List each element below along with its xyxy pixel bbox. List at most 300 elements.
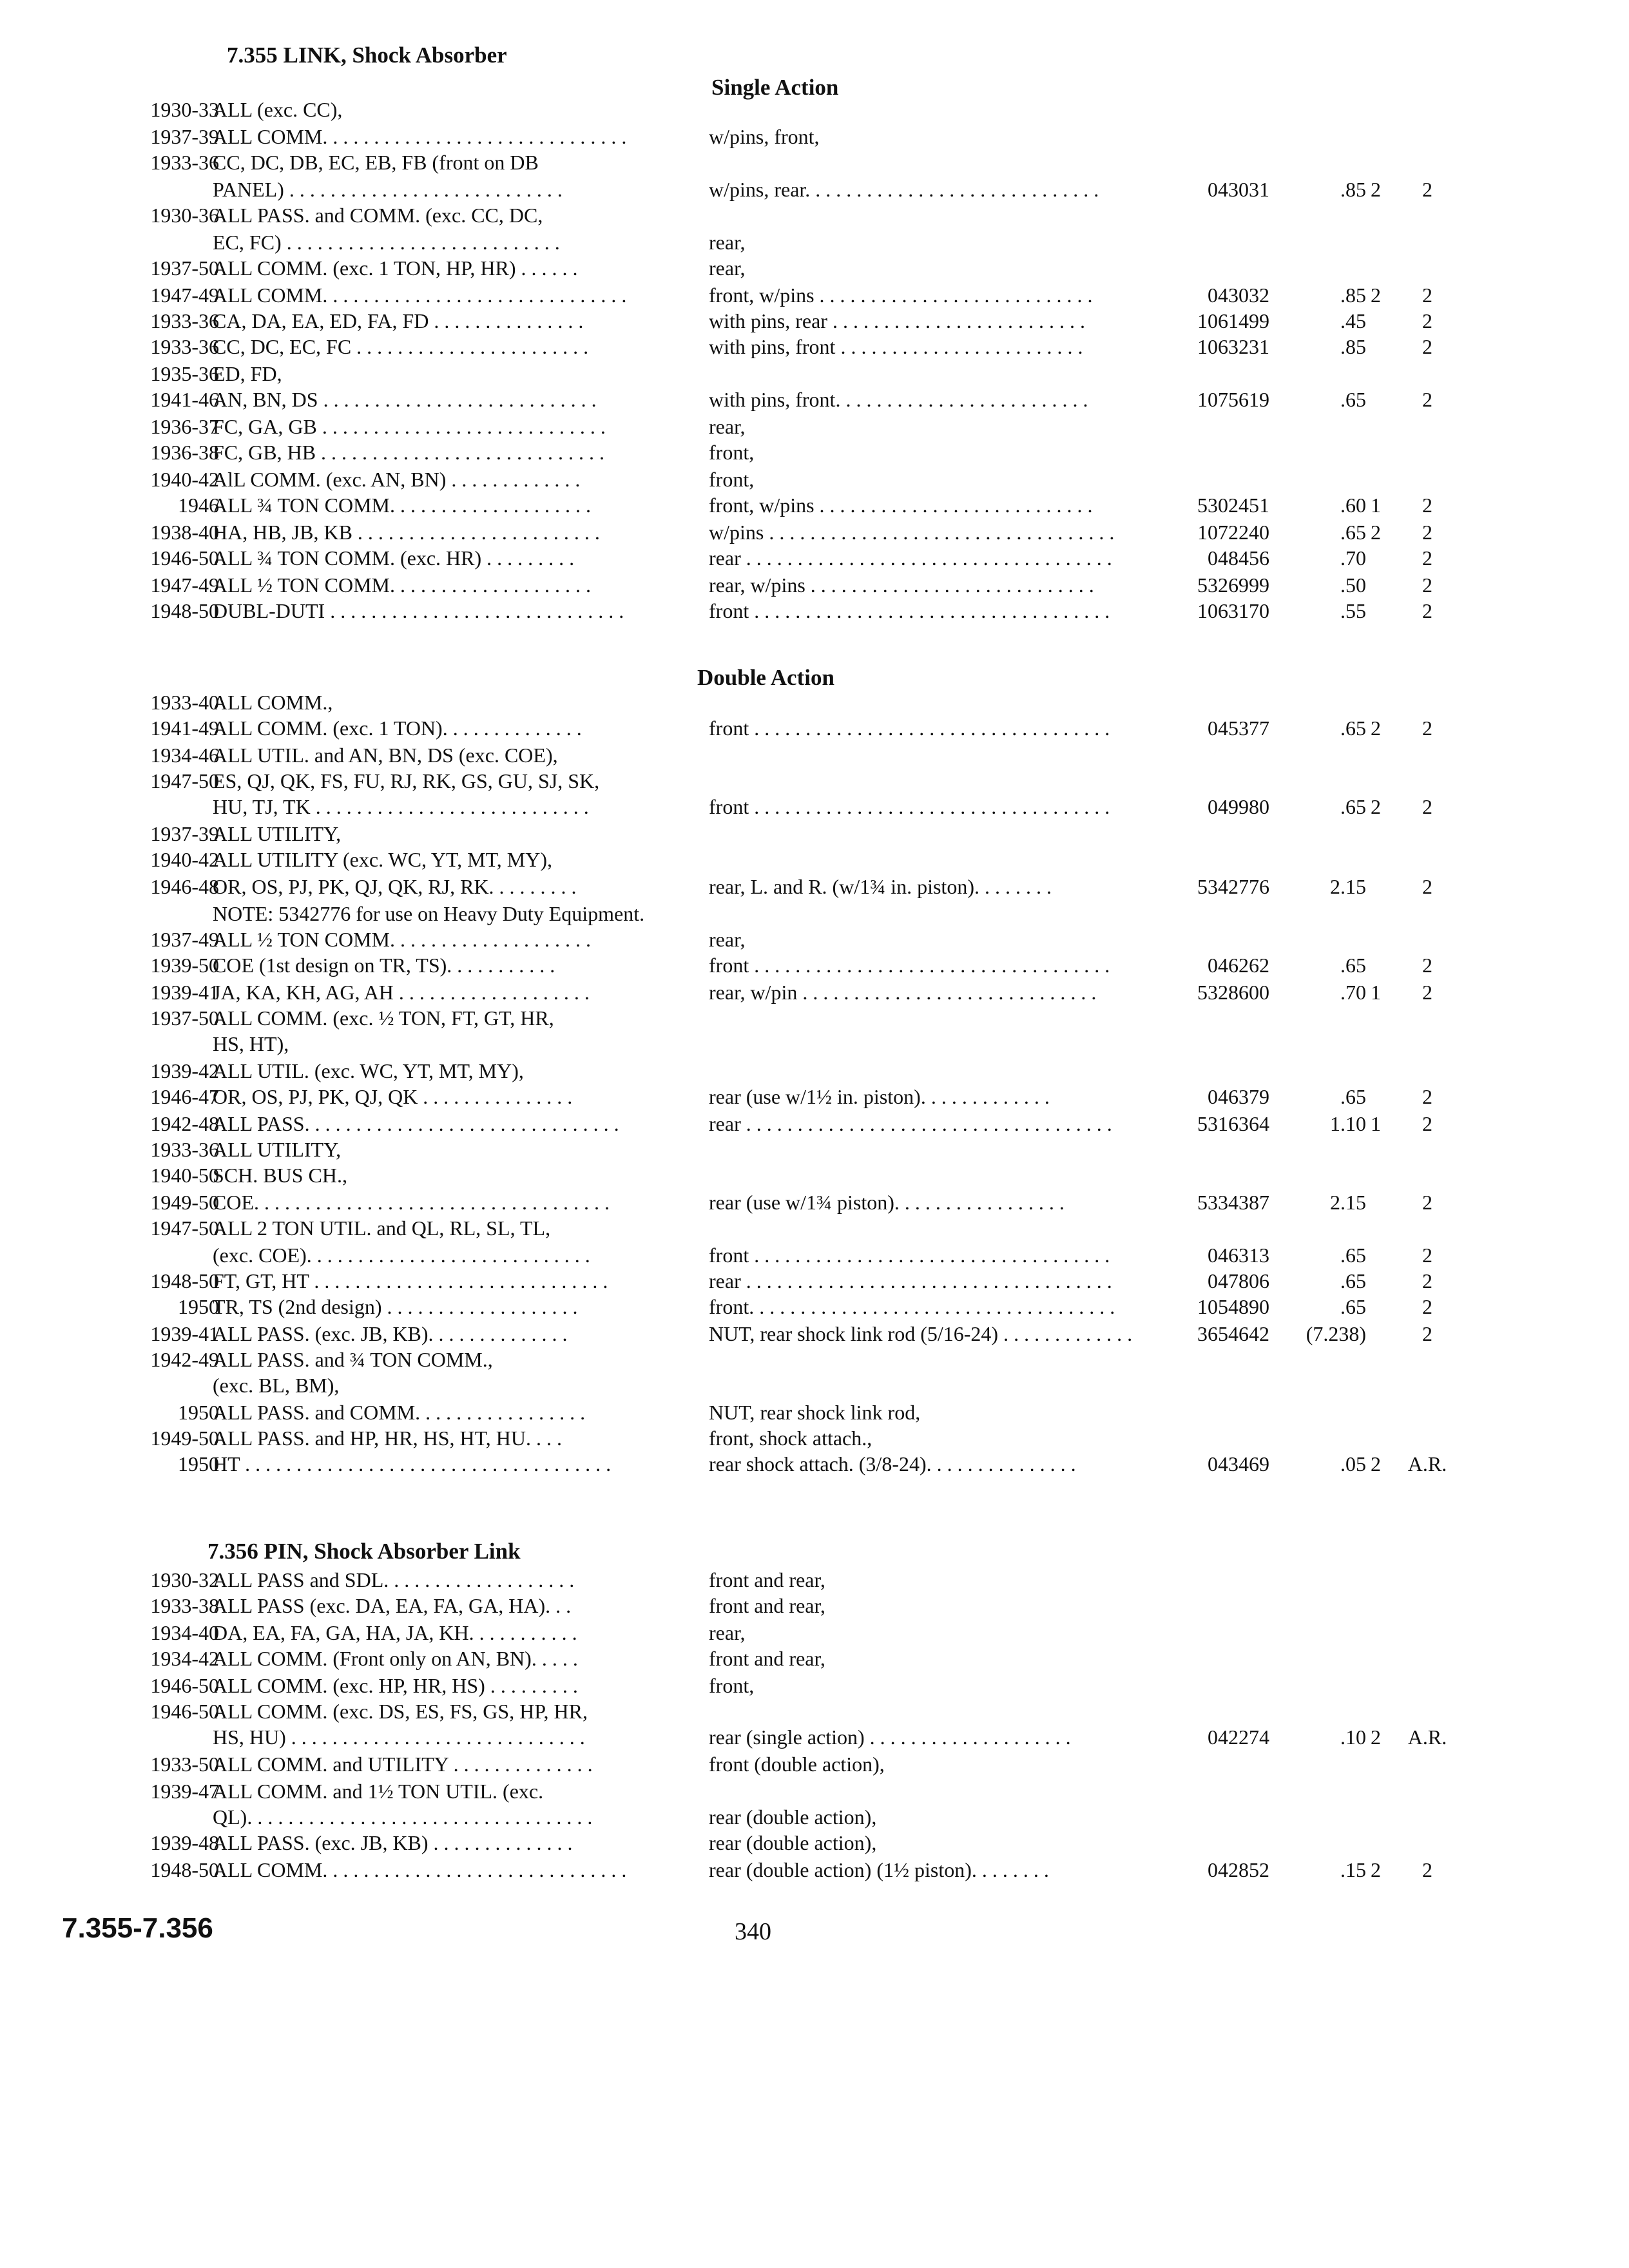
model-cell: ALL (exc. CC), <box>213 98 343 121</box>
qty-per-car-cell: 2 <box>1422 546 1432 570</box>
model-cell: HA, HB, JB, KB . . . . . . . . . . . . . . . . . . . . . . . . <box>213 521 600 544</box>
model-cell: OR, OS, PJ, PK, QJ, QK, RJ, RK. . . . . . . . . <box>213 875 577 898</box>
qty-cell: 2 <box>1371 1858 1381 1881</box>
year-cell: 1942-48 <box>150 1112 219 1135</box>
model-cell: FC, GA, GB . . . . . . . . . . . . . . . . . . . . . . . . . . . . <box>213 415 606 438</box>
table-row <box>0 597 1629 625</box>
year-cell: 1937-39 <box>150 822 219 845</box>
table-row <box>0 518 1629 546</box>
qty-per-car-cell: 2 <box>1422 1322 1432 1345</box>
table-row <box>0 175 1629 204</box>
year-cell: 1940-42 <box>150 468 219 491</box>
qty-per-car-cell: 2 <box>1422 954 1432 977</box>
model-cell: ED, FD, <box>213 362 282 385</box>
year-cell: 1946 <box>178 494 219 517</box>
price-cell: .85 <box>1340 284 1366 307</box>
model-cell: TR, TS (2nd design) . . . . . . . . . . . . . . . . . . . <box>213 1295 578 1318</box>
price-cell: .65 <box>1340 1085 1366 1108</box>
model-cell: PANEL) . . . . . . . . . . . . . . . . . . . . . . . . . . . <box>213 178 563 201</box>
model-cell: HU, TJ, TK . . . . . . . . . . . . . . . . . . . . . . . . . . . <box>213 795 589 818</box>
table-row <box>0 872 1629 901</box>
model-cell: ALL PASS. and COMM. (exc. CC, DC, <box>213 204 543 227</box>
year-cell: 1939-47 <box>150 1780 219 1803</box>
description-cell: rear (use w/1½ in. piston). . . . . . . . . . . . . <box>709 1085 1050 1108</box>
description-cell: NUT, rear shock link rod (5/16-24) . . . . . . . . . . . . . <box>709 1322 1133 1345</box>
qty-cell: 1 <box>1371 494 1381 517</box>
table-row <box>0 1619 1629 1647</box>
table-row <box>0 1671 1629 1700</box>
model-cell: COE. . . . . . . . . . . . . . . . . . . . . . . . . . . . . . . . . . . <box>213 1191 610 1214</box>
qty-cell: 1 <box>1371 1112 1381 1135</box>
description-cell: front, <box>709 468 755 491</box>
model-cell: ALL 2 TON UTIL. and QL, RL, SL, TL, <box>213 1216 551 1240</box>
description-cell: front, shock attach., <box>709 1427 872 1450</box>
qty-per-car-cell: 2 <box>1422 1191 1432 1214</box>
table-row <box>0 845 1629 874</box>
model-cell: ALL COMM. . . . . . . . . . . . . . . . . . . . . . . . . . . . . . <box>213 125 627 148</box>
price-cell: .65 <box>1340 954 1366 977</box>
year-cell: 1933-36 <box>150 309 219 332</box>
model-cell: ALL COMM. (exc. DS, ES, FS, GS, HP, HR, <box>213 1700 588 1723</box>
price-cell: 2.15 <box>1330 1191 1366 1214</box>
table-row <box>0 307 1629 335</box>
qty-per-car-cell: A.R. <box>1407 1725 1447 1749</box>
year-cell: 1938-40 <box>150 521 219 544</box>
table-row <box>0 1161 1629 1189</box>
description-cell: front . . . . . . . . . . . . . . . . . . . . . . . . . . . . . . . . . . . <box>709 716 1110 740</box>
table-row <box>0 281 1629 309</box>
description-cell: front, <box>709 1674 755 1697</box>
description-cell: rear (use w/1¾ piston). . . . . . . . . . . . . . . . . <box>709 1191 1065 1214</box>
model-cell: CC, DC, DB, EC, EB, FB (front on DB <box>213 151 539 174</box>
part-number-cell: 045377 <box>1208 716 1269 740</box>
model-cell: ALL PASS (exc. DA, EA, FA, GA, HA). . . <box>213 1594 572 1617</box>
description-cell: NUT, rear shock link rod, <box>709 1401 921 1424</box>
part-number-cell: 042274 <box>1208 1725 1269 1749</box>
table-row <box>0 1293 1629 1321</box>
table-row <box>0 254 1629 282</box>
model-cell: ES, QJ, QK, FS, FU, RJ, RK, GS, GU, SJ, SK, <box>213 769 600 793</box>
table-row <box>0 793 1629 821</box>
year-cell: 1946-50 <box>150 1674 219 1697</box>
year-cell: 1947-49 <box>150 573 219 597</box>
table-row <box>0 1829 1629 1857</box>
part-number-cell: 5334387 <box>1197 1191 1269 1214</box>
model-cell: JA, KA, KH, AG, AH . . . . . . . . . . . . . . . . . . . <box>213 981 590 1004</box>
table-row <box>0 360 1629 388</box>
table-row <box>0 714 1629 742</box>
qty-per-car-cell: 2 <box>1422 309 1432 332</box>
year-cell: 1939-41 <box>150 1322 219 1345</box>
model-cell: CA, DA, EA, ED, FA, FD . . . . . . . . . . . . . . . <box>213 309 584 332</box>
table-row <box>0 1135 1629 1164</box>
table-row <box>0 1697 1629 1725</box>
description-cell: front and rear, <box>709 1594 825 1617</box>
price-cell: .85 <box>1340 335 1366 358</box>
description-cell: front . . . . . . . . . . . . . . . . . . . . . . . . . . . . . . . . . . . <box>709 599 1110 622</box>
qty-per-car-cell: 2 <box>1422 795 1432 818</box>
qty-per-car-cell: 2 <box>1422 1295 1432 1318</box>
page-section-range: 7.355-7.356 <box>62 1912 213 1944</box>
year-cell: 1937-50 <box>150 256 219 280</box>
description-cell: rear, L. and R. (w/1¾ in. piston). . . . . . . . <box>709 875 1052 898</box>
year-cell: 1934-46 <box>150 744 219 767</box>
qty-per-car-cell: 2 <box>1422 875 1432 898</box>
table-row <box>0 1750 1629 1778</box>
year-cell: 1939-41 <box>150 981 219 1004</box>
year-cell: 1950 <box>178 1295 219 1318</box>
qty-per-car-cell: 2 <box>1422 335 1432 358</box>
year-cell: 1947-50 <box>150 769 219 793</box>
year-cell: 1947-50 <box>150 1216 219 1240</box>
year-cell: 1949-50 <box>150 1427 219 1450</box>
description-cell: rear shock attach. (3/8-24). . . . . . . . . . . . . . . <box>709 1452 1076 1475</box>
qty-cell: 2 <box>1371 1725 1381 1749</box>
part-number-cell: 5302451 <box>1197 494 1269 517</box>
year-cell: 1930-33 <box>150 98 219 121</box>
table-row <box>0 1188 1629 1216</box>
part-number-cell: 5326999 <box>1197 573 1269 597</box>
price-cell: .65 <box>1340 521 1366 544</box>
qty-cell: 2 <box>1371 284 1381 307</box>
table-row <box>0 228 1629 256</box>
table-row <box>0 1345 1629 1374</box>
qty-per-car-cell: 2 <box>1422 521 1432 544</box>
table-row <box>0 1371 1629 1399</box>
price-cell: .65 <box>1340 1295 1366 1318</box>
part-number-cell: 043032 <box>1208 284 1269 307</box>
price-cell: .65 <box>1340 388 1366 411</box>
model-cell: DUBL-DUTI . . . . . . . . . . . . . . . . . . . . . . . . . . . . . <box>213 599 624 622</box>
table-row <box>0 978 1629 1006</box>
table-row <box>0 1320 1629 1348</box>
qty-cell: 2 <box>1371 521 1381 544</box>
table-row <box>0 1398 1629 1427</box>
model-cell: ALL UTILITY, <box>213 1138 342 1161</box>
table-row <box>0 1566 1629 1594</box>
model-cell: ALL ¾ TON COMM. . . . . . . . . . . . . . . . . . . . <box>213 494 591 517</box>
part-number-cell: 1063231 <box>1197 335 1269 358</box>
table-row <box>0 544 1629 572</box>
description-cell: rear, <box>709 231 746 254</box>
model-cell: DA, EA, FA, GA, HA, JA, KH. . . . . . . . . . . <box>213 1621 577 1644</box>
qty-per-car-cell: 2 <box>1422 1112 1432 1135</box>
year-cell: 1947-49 <box>150 284 219 307</box>
year-cell: 1948-50 <box>150 599 219 622</box>
page-number: 340 <box>735 1918 771 1945</box>
part-number-cell: 046379 <box>1208 1085 1269 1108</box>
year-cell: 1933-36 <box>150 335 219 358</box>
year-cell: 1939-48 <box>150 1831 219 1854</box>
price-cell: .05 <box>1340 1452 1366 1475</box>
model-cell: HS, HU) . . . . . . . . . . . . . . . . . . . . . . . . . . . . . <box>213 1725 585 1749</box>
price-cell: .70 <box>1340 546 1366 570</box>
subheading-single-action: Single Action <box>711 75 839 100</box>
description-cell: rear (single action) . . . . . . . . . . . . . . . . . . . . <box>709 1725 1071 1749</box>
table-row <box>0 741 1629 769</box>
model-cell: AlL COMM. (exc. AN, BN) . . . . . . . . . . . . . <box>213 468 581 491</box>
description-cell: front. . . . . . . . . . . . . . . . . . . . . . . . . . . . . . . . . . . . <box>709 1295 1115 1318</box>
description-cell: front (double action), <box>709 1753 885 1776</box>
price-cell: .45 <box>1340 309 1366 332</box>
part-number-cell: 048456 <box>1208 546 1269 570</box>
part-number-cell: 1061499 <box>1197 309 1269 332</box>
table-row <box>0 688 1629 716</box>
table-row <box>0 1030 1629 1058</box>
part-number-cell: 047806 <box>1208 1269 1269 1293</box>
year-cell: 1948-50 <box>150 1269 219 1293</box>
qty-per-car-cell: 2 <box>1422 981 1432 1004</box>
part-number-cell: 5328600 <box>1197 981 1269 1004</box>
model-cell: ALL PASS. and ¾ TON COMM., <box>213 1348 493 1371</box>
description-cell: rear, <box>709 415 746 438</box>
table-row <box>0 1450 1629 1478</box>
model-cell: ALL COMM. (Front only on AN, BN). . . . . <box>213 1647 578 1670</box>
year-cell: 1950 <box>178 1401 219 1424</box>
part-number-cell: 046262 <box>1208 954 1269 977</box>
model-cell: ALL UTIL. and AN, BN, DS (exc. COE), <box>213 744 558 767</box>
qty-per-car-cell: A.R. <box>1407 1452 1447 1475</box>
qty-per-car-cell: 2 <box>1422 1244 1432 1267</box>
description-cell: front . . . . . . . . . . . . . . . . . . . . . . . . . . . . . . . . . . . <box>709 1244 1110 1267</box>
qty-per-car-cell: 2 <box>1422 494 1432 517</box>
description-cell: rear, w/pins . . . . . . . . . . . . . . . . . . . . . . . . . . . . <box>709 573 1094 597</box>
qty-cell: 2 <box>1371 716 1381 740</box>
table-row <box>0 1644 1629 1673</box>
description-cell: front . . . . . . . . . . . . . . . . . . . . . . . . . . . . . . . . . . . <box>709 954 1110 977</box>
qty-cell: 1 <box>1371 981 1381 1004</box>
table-row <box>0 1856 1629 1884</box>
price-cell: .65 <box>1340 716 1366 740</box>
year-cell: 1934-42 <box>150 1647 219 1670</box>
subheading-double-action: Double Action <box>697 665 834 690</box>
part-number-cell: 049980 <box>1208 795 1269 818</box>
part-number-cell: 043031 <box>1208 178 1269 201</box>
table-row <box>0 1110 1629 1138</box>
model-cell: ALL PASS. and COMM. . . . . . . . . . . . . . . . . <box>213 1401 586 1424</box>
price-cell: (7.238) <box>1306 1322 1366 1345</box>
table-row <box>0 951 1629 979</box>
year-cell: 1937-49 <box>150 928 219 951</box>
description-cell: rear, <box>709 256 746 280</box>
year-cell: 1940-50 <box>150 1164 219 1187</box>
qty-per-car-cell: 2 <box>1422 716 1432 740</box>
year-cell: 1933-38 <box>150 1594 219 1617</box>
price-cell: .50 <box>1340 573 1366 597</box>
model-cell: CC, DC, EC, FC . . . . . . . . . . . . . . . . . . . . . . . <box>213 335 589 358</box>
section-heading-pin: 7.356 PIN, Shock Absorber Link <box>207 1539 521 1564</box>
table-row <box>0 1591 1629 1620</box>
description-cell: front and rear, <box>709 1647 825 1670</box>
model-cell: ALL ½ TON COMM. . . . . . . . . . . . . . . . . . . . <box>213 928 591 951</box>
table-row <box>0 1241 1629 1269</box>
description-cell: rear, <box>709 1621 746 1644</box>
description-cell: rear (double action), <box>709 1831 877 1854</box>
table-row <box>0 1424 1629 1452</box>
year-cell: 1936-37 <box>150 415 219 438</box>
year-cell: 1933-50 <box>150 1753 219 1776</box>
qty-per-car-cell: 2 <box>1422 388 1432 411</box>
model-cell: ALL PASS. (exc. JB, KB). . . . . . . . . . . . . . <box>213 1322 568 1345</box>
part-number-cell: 1072240 <box>1197 521 1269 544</box>
year-cell: 1934-40 <box>150 1621 219 1644</box>
year-cell: 1937-50 <box>150 1006 219 1030</box>
description-cell: rear . . . . . . . . . . . . . . . . . . . . . . . . . . . . . . . . . . . . <box>709 1269 1112 1293</box>
year-cell: 1930-32 <box>150 1568 219 1591</box>
part-number-cell: 5316364 <box>1197 1112 1269 1135</box>
model-cell: SCH. BUS CH., <box>213 1164 347 1187</box>
section-heading-link: 7.355 LINK, Shock Absorber <box>227 43 507 68</box>
qty-per-car-cell: 2 <box>1422 1085 1432 1108</box>
description-cell: rear, <box>709 928 746 951</box>
table-row <box>0 1082 1629 1111</box>
model-cell: ALL COMM. (exc. HP, HR, HS) . . . . . . . . . <box>213 1674 578 1697</box>
table-row <box>0 767 1629 795</box>
description-cell: w/pins . . . . . . . . . . . . . . . . . . . . . . . . . . . . . . . . . . <box>709 521 1115 544</box>
model-cell: ALL UTILITY (exc. WC, YT, MT, MY), <box>213 848 552 871</box>
description-cell: front, <box>709 441 755 464</box>
model-cell: ALL COMM. (exc. 1 TON, HP, HR) . . . . . . <box>213 256 578 280</box>
description-cell: with pins, front . . . . . . . . . . . . . . . . . . . . . . . . <box>709 335 1083 358</box>
year-cell: 1935-36 <box>150 362 219 385</box>
price-cell: .65 <box>1340 795 1366 818</box>
table-row <box>0 95 1629 124</box>
year-cell: 1936-38 <box>150 441 219 464</box>
year-cell: 1940-42 <box>150 848 219 871</box>
model-cell: EC, FC) . . . . . . . . . . . . . . . . . . . . . . . . . . . <box>213 231 560 254</box>
price-cell: .10 <box>1340 1725 1366 1749</box>
year-cell: 1933-36 <box>150 1138 219 1161</box>
model-cell: FT, GT, HT . . . . . . . . . . . . . . . . . . . . . . . . . . . . . <box>213 1269 608 1293</box>
part-number-cell: 1063170 <box>1197 599 1269 622</box>
model-cell: FC, GB, HB . . . . . . . . . . . . . . . . . . . . . . . . . . . . <box>213 441 605 464</box>
price-cell: .15 <box>1340 1858 1366 1881</box>
description-cell: rear, w/pin . . . . . . . . . . . . . . . . . . . . . . . . . . . . . <box>709 981 1097 1004</box>
description-cell: front, w/pins . . . . . . . . . . . . . . . . . . . . . . . . . . . <box>709 284 1093 307</box>
price-cell: .70 <box>1340 981 1366 1004</box>
table-row <box>0 1267 1629 1295</box>
table-row <box>0 899 1629 928</box>
price-cell: .65 <box>1340 1244 1366 1267</box>
year-cell: 1937-39 <box>150 125 219 148</box>
table-row <box>0 491 1629 519</box>
part-number-cell: 043469 <box>1208 1452 1269 1475</box>
year-cell: 1930-36 <box>150 204 219 227</box>
table-row <box>0 438 1629 466</box>
description-cell: w/pins, rear. . . . . . . . . . . . . . . . . . . . . . . . . . . . . <box>709 178 1099 201</box>
table-row <box>0 820 1629 848</box>
description-cell: front . . . . . . . . . . . . . . . . . . . . . . . . . . . . . . . . . . . <box>709 795 1110 818</box>
price-cell: .55 <box>1340 599 1366 622</box>
table-row <box>0 332 1629 361</box>
model-cell: (exc. COE). . . . . . . . . . . . . . . . . . . . . . . . . . . . <box>213 1244 590 1267</box>
model-cell: ALL COMM. (exc. ½ TON, FT, GT, HR, <box>213 1006 554 1030</box>
year-cell: 1946-50 <box>150 546 219 570</box>
year-cell: 1946-50 <box>150 1700 219 1723</box>
qty-per-car-cell: 2 <box>1422 573 1432 597</box>
year-cell: 1933-36 <box>150 151 219 174</box>
part-number-cell: 1075619 <box>1197 388 1269 411</box>
year-cell: 1941-49 <box>150 716 219 740</box>
description-cell: front and rear, <box>709 1568 825 1591</box>
model-cell: OR, OS, PJ, PK, QJ, QK . . . . . . . . . . . . . . . <box>213 1085 573 1108</box>
description-cell: rear (double action), <box>709 1805 877 1829</box>
qty-cell: 2 <box>1371 178 1381 201</box>
table-row <box>0 412 1629 441</box>
price-cell: 2.15 <box>1330 875 1366 898</box>
qty-cell: 2 <box>1371 1452 1381 1475</box>
model-cell: HT . . . . . . . . . . . . . . . . . . . . . . . . . . . . . . . . . . . . <box>213 1452 612 1475</box>
model-cell: HS, HT), <box>213 1032 289 1055</box>
model-cell: ALL PASS. . . . . . . . . . . . . . . . . . . . . . . . . . . . . . . <box>213 1112 619 1135</box>
model-cell: AN, BN, DS . . . . . . . . . . . . . . . . . . . . . . . . . . . <box>213 388 597 411</box>
model-cell: ALL COMM., <box>213 691 333 714</box>
part-number-cell: 5342776 <box>1197 875 1269 898</box>
part-number-cell: 3654642 <box>1197 1322 1269 1345</box>
description-cell: rear . . . . . . . . . . . . . . . . . . . . . . . . . . . . . . . . . . . . <box>709 546 1112 570</box>
price-cell: .65 <box>1340 1269 1366 1293</box>
table-row <box>0 925 1629 954</box>
qty-cell: 2 <box>1371 795 1381 818</box>
model-cell: ALL PASS. (exc. JB, KB) . . . . . . . . . . . . . . <box>213 1831 573 1854</box>
model-cell: ALL ½ TON COMM. . . . . . . . . . . . . . . . . . . . <box>213 573 591 597</box>
year-cell: 1933-40 <box>150 691 219 714</box>
year-cell: 1948-50 <box>150 1858 219 1881</box>
year-cell: 1946-48 <box>150 875 219 898</box>
price-cell: 1.10 <box>1330 1112 1366 1135</box>
year-cell: 1939-50 <box>150 954 219 977</box>
table-row <box>0 1723 1629 1751</box>
table-row <box>0 1057 1629 1085</box>
year-cell: 1942-49 <box>150 1348 219 1371</box>
table-row <box>0 122 1629 151</box>
description-cell: with pins, front. . . . . . . . . . . . . . . . . . . . . . . . . <box>709 388 1088 411</box>
description-cell: w/pins, front, <box>709 125 820 148</box>
model-cell: ALL ¾ TON COMM. (exc. HR) . . . . . . . . . <box>213 546 575 570</box>
table-row <box>0 1777 1629 1805</box>
price-cell: .60 <box>1340 494 1366 517</box>
year-cell: 1939-42 <box>150 1059 219 1082</box>
table-row <box>0 148 1629 177</box>
description-cell: front, w/pins . . . . . . . . . . . . . . . . . . . . . . . . . . . <box>709 494 1093 517</box>
description-cell: rear (double action) (1½ piston). . . . . . . . <box>709 1858 1049 1881</box>
table-row <box>0 1214 1629 1242</box>
model-cell: ALL COMM. and 1½ TON UTIL. (exc. <box>213 1780 544 1803</box>
qty-per-car-cell: 2 <box>1422 1858 1432 1881</box>
model-cell: NOTE: 5342776 for use on Heavy Duty Equipment. <box>213 902 645 925</box>
qty-per-car-cell: 2 <box>1422 284 1432 307</box>
model-cell: ALL PASS and SDL. . . . . . . . . . . . . . . . . . . <box>213 1568 575 1591</box>
price-cell: .85 <box>1340 178 1366 201</box>
model-cell: (exc. BL, BM), <box>213 1374 340 1397</box>
part-number-cell: 046313 <box>1208 1244 1269 1267</box>
qty-per-car-cell: 2 <box>1422 599 1432 622</box>
model-cell: COE (1st design on TR, TS). . . . . . . . . . . <box>213 954 555 977</box>
model-cell: ALL UTIL. (exc. WC, YT, MT, MY), <box>213 1059 524 1082</box>
description-cell: rear . . . . . . . . . . . . . . . . . . . . . . . . . . . . . . . . . . . . <box>709 1112 1112 1135</box>
description-cell: with pins, rear . . . . . . . . . . . . . . . . . . . . . . . . . <box>709 309 1085 332</box>
year-cell: 1950 <box>178 1452 219 1475</box>
year-cell: 1949-50 <box>150 1191 219 1214</box>
table-row <box>0 571 1629 599</box>
table-row <box>0 201 1629 229</box>
qty-per-car-cell: 2 <box>1422 1269 1432 1293</box>
model-cell: ALL COMM. . . . . . . . . . . . . . . . . . . . . . . . . . . . . . <box>213 1858 627 1881</box>
model-cell: ALL COMM. . . . . . . . . . . . . . . . . . . . . . . . . . . . . . <box>213 284 627 307</box>
table-row <box>0 385 1629 414</box>
table-row <box>0 1803 1629 1831</box>
model-cell: ALL UTILITY, <box>213 822 342 845</box>
